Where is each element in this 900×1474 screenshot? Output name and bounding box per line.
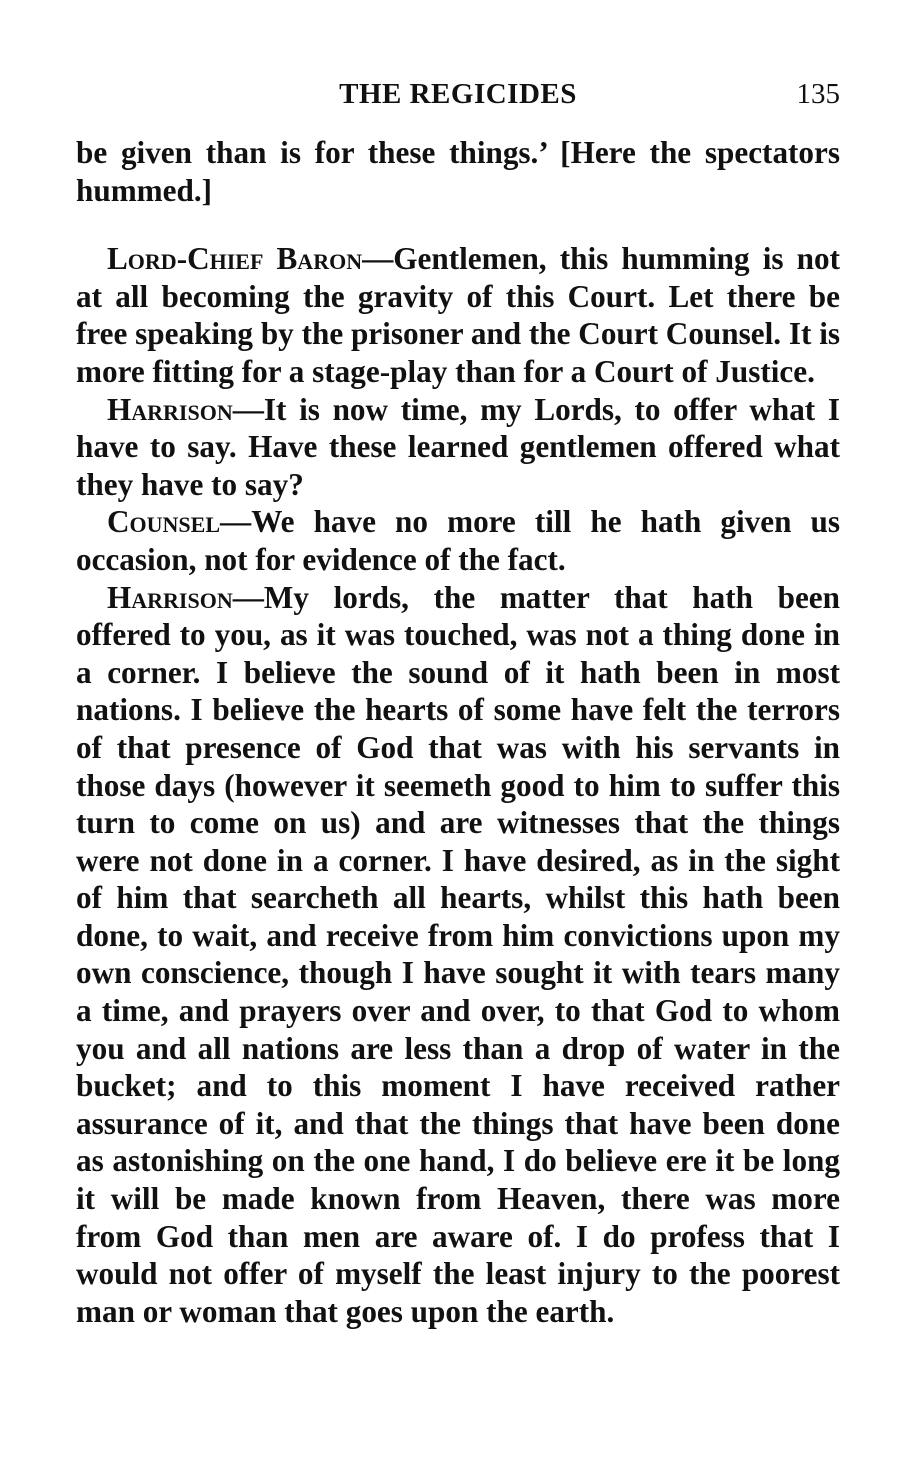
body-text bbox=[76, 134, 840, 1330]
paragraph-lord-chief-baron bbox=[76, 240, 840, 390]
paragraph-text: —Gentlemen, this humming is not at all becoming the gravity of this Court. Let there be free speaking by the prisoner and the Court Counsel. It is more fitting for a stage-play than for a Court of Justice. bbox=[76, 241, 840, 389]
paragraph-text: be given than is for these things.’ [Here the spectators hummed.] bbox=[76, 135, 840, 208]
running-title: THE REGICIDES bbox=[339, 78, 577, 110]
paragraph-text: —We have no more till he hath given us occasion, not for evidence of the fact. bbox=[76, 504, 840, 577]
paragraph-harrison-speech bbox=[76, 579, 840, 1331]
paragraph-text: —My lords, the matter that hath been offered to you, as it was touched, was not a thing done in a corner. I believe the sound of it hath been in most nations. I believe the hearts of some have felt the terrors of that presence of God that was with his servants in those days (however it seemeth good to him to suffer this turn to come on us) and are witnesses that the things were not done in a corner. I have desired, as in the sight of him that searcheth all hearts, whilst this hath been done, to wait, and receive from him convictions upon my own conscience, though I have sought it with tears many a time, and prayers over and over, to that God to whom you and all nations are less than a drop of water in the bucket; and to this moment I have received rather assurance of it, and that the things that have been done as astonishing on the one hand, I do believe ere it be long it will be made known from Heaven, there was more from God than men are aware of. I do profess that I would not offer of myself the least injury to the poorest man or woman that goes upon the earth. bbox=[76, 579, 840, 1329]
paragraph-continuation bbox=[76, 134, 840, 209]
speaker-name: Lord-Chief Baron bbox=[107, 241, 363, 277]
running-head bbox=[76, 70, 840, 122]
speaker-name: Harrison bbox=[107, 579, 233, 615]
speaker-name: Counsel bbox=[107, 504, 220, 540]
paragraph-counsel bbox=[76, 503, 840, 578]
paragraph-harrison bbox=[76, 391, 840, 504]
page-number: 135 bbox=[796, 78, 840, 110]
paragraph-text: —It is now time, my Lords, to offer what I have to say. Have these learned gentlemen offered what they have to say? bbox=[76, 391, 840, 502]
book-page bbox=[76, 70, 840, 1330]
speaker-name: Harrison bbox=[107, 391, 233, 427]
